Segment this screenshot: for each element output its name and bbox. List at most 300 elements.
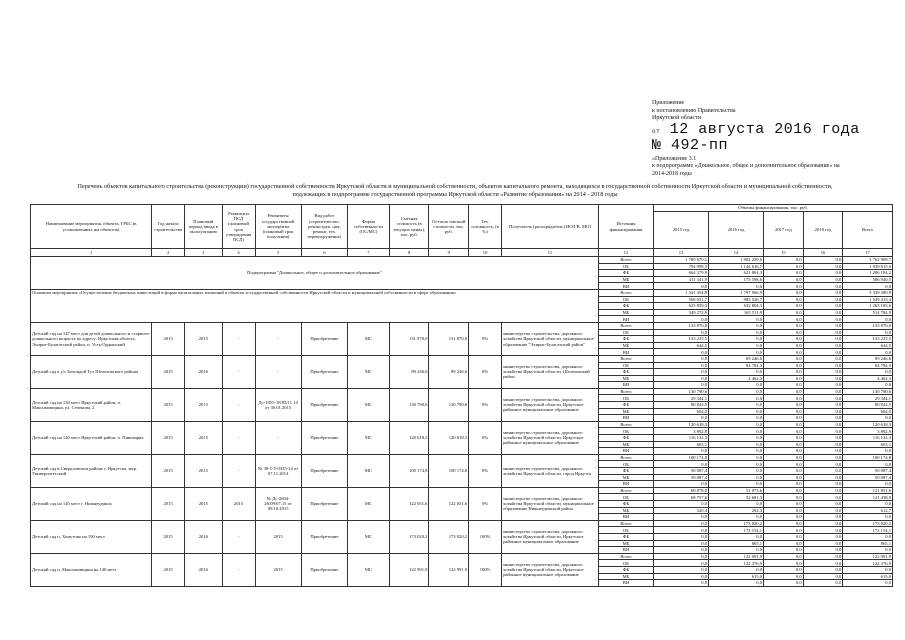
expertise-details: 2015 xyxy=(255,520,301,553)
funding-value: 0,0 xyxy=(764,316,804,323)
start-year: 2013 xyxy=(152,322,185,355)
main-activity-label: Основное мероприятие «Осуществление бюджетных инвестиций в форме капитальных вложений в объекты государственной собственности Иркутской области и муниципальной собственности в сфере образования» xyxy=(31,289,599,322)
estimate-remainder: 131 870,0 xyxy=(429,322,469,355)
col-head-total: Всего xyxy=(843,212,893,249)
funding-value: 0,0 xyxy=(709,435,764,442)
funding-value: 3 762 909,7 xyxy=(843,257,893,264)
column-number: 9 xyxy=(429,249,469,257)
col-head-psd: Реквизиты ПСД (плановый срок утверждения ПСД) xyxy=(222,205,255,249)
estimate-remainder: 173 020,2 xyxy=(429,520,469,553)
recipient: министерство строительства, дорожного хозяйства Иркутской области, город Иркутск xyxy=(502,454,599,487)
funding-value: 120 618,3 xyxy=(653,421,708,428)
funding-value: 1 541 454,8 xyxy=(653,289,708,296)
funding-source: Всего xyxy=(598,487,653,494)
funding-value: 122 991,9 xyxy=(709,553,764,560)
funding-value: 411 341,9 xyxy=(653,276,708,283)
funding-value: 0,0 xyxy=(764,369,804,376)
col-head-cost: Сметная стоимость (в текущих ценах), тыс. руб. xyxy=(389,205,429,249)
funding-value: 0,0 xyxy=(803,369,843,376)
funding-value: 0,0 xyxy=(764,289,804,296)
funding-value: 0,0 xyxy=(803,355,843,362)
table-row xyxy=(31,289,893,296)
funding-source: ВИ xyxy=(598,448,653,455)
funding-value: 865,1 xyxy=(843,540,893,547)
funding-value: 0,0 xyxy=(709,448,764,455)
recipient: министерство строительства, дорожного хозяйства Иркутской области, муниципальное образование Нижнеудинский район xyxy=(502,487,599,520)
funding-value: 0,0 xyxy=(803,316,843,323)
funding-value: 0,0 xyxy=(764,520,804,527)
funding-value: 0,0 xyxy=(764,514,804,521)
header-line-3: Иркутской области xyxy=(652,115,701,121)
start-year: 2015 xyxy=(152,388,185,421)
funding-value: 0,0 xyxy=(803,553,843,560)
funding-value: 0,0 xyxy=(803,289,843,296)
funding-value: 0,0 xyxy=(803,468,843,475)
column-number: 13 xyxy=(653,249,708,257)
funding-value: 0,0 xyxy=(803,283,843,290)
header-line-7: к подпрограмме «Дошкольное, общее и дополнительное образование» на xyxy=(652,163,840,169)
funding-value: 0,0 xyxy=(843,415,893,422)
funding-value: 0,0 xyxy=(843,533,893,540)
recipient: министерство строительства, дорожного хозяйства Иркутской области, муниципальное образование "Эхирит-Булагатский район" xyxy=(502,322,599,355)
end-year: 2016 xyxy=(185,520,222,553)
expertise-details: - xyxy=(255,322,301,355)
funding-value: 568 051,7 xyxy=(653,296,708,303)
funding-value: 0,0 xyxy=(803,481,843,488)
funding-value: 0,0 xyxy=(653,527,708,534)
work-type: Приобретение xyxy=(301,553,347,586)
col-head-ready: Тех. готовность, (в %) xyxy=(469,205,502,249)
start-year: 2015 xyxy=(152,520,185,553)
column-number: 16 xyxy=(803,249,843,257)
estimate-cost: 100 174,8 xyxy=(389,454,429,487)
funding-source: МБ xyxy=(598,309,653,316)
funding-source: Всего xyxy=(598,421,653,428)
funding-value: 84 784,3 xyxy=(709,362,764,369)
funding-value: 0,0 xyxy=(653,500,708,507)
estimate-remainder: 122 051,6 xyxy=(429,487,469,520)
column-number: 11 xyxy=(502,249,599,257)
col-head-start: Год начала строительства xyxy=(152,205,185,249)
estimate-remainder: 130 790,6 xyxy=(429,388,469,421)
funding-value: 68 757,6 xyxy=(653,494,708,501)
funding-value: 794 998,3 xyxy=(653,263,708,270)
funding-value: 0,0 xyxy=(803,336,843,343)
recipient: министерство строительства, дорожного хозяйства Иркутской области, Иркутское районное муниципальное образование xyxy=(502,421,599,454)
psd-date: - xyxy=(222,520,255,553)
object-name: Детский сад в Свердловском районе г. Иркутска, мкр. Университетский xyxy=(31,454,152,487)
funding-value: 0,0 xyxy=(653,329,708,336)
ownership: МС xyxy=(348,421,390,454)
funding-value: 0,0 xyxy=(764,487,804,494)
funding-value: 0,0 xyxy=(843,580,893,587)
expertise-details: № 38-1-5-0335-14 от 07.11.2014 xyxy=(255,454,301,487)
funding-value: 0,0 xyxy=(764,494,804,501)
date-value: 12 августа 2016 года xyxy=(669,120,860,138)
funding-value: 0,0 xyxy=(653,382,708,389)
funding-source: ОБ xyxy=(598,560,653,567)
start-year: 2015 xyxy=(152,421,185,454)
funding-value: 0,0 xyxy=(764,349,804,356)
estimate-remainder: 120 618,3 xyxy=(429,421,469,454)
funding-value: 0,0 xyxy=(709,316,764,323)
funding-value: 0,0 xyxy=(709,283,764,290)
end-year: 2015 xyxy=(185,421,222,454)
funding-value: 0,0 xyxy=(764,375,804,382)
psd-date: - xyxy=(222,388,255,421)
funding-source: МБ xyxy=(598,276,653,283)
funding-value: 172 154,1 xyxy=(843,527,893,534)
funding-source: Всего xyxy=(598,553,653,560)
funding-value: 0,0 xyxy=(764,408,804,415)
funding-value: 0,0 xyxy=(653,362,708,369)
funding-source: ФБ xyxy=(598,500,653,507)
funding-value: 122 376,9 xyxy=(709,560,764,567)
readiness: 0% xyxy=(469,322,502,355)
funding-source: ВИ xyxy=(598,283,653,290)
funding-value: 0,0 xyxy=(709,474,764,481)
funding-source: Всего xyxy=(598,289,653,296)
funding-value: 0,0 xyxy=(803,309,843,316)
funding-value: 0,0 xyxy=(764,468,804,475)
funding-value: 0,0 xyxy=(803,435,843,442)
funding-source: МБ xyxy=(598,441,653,448)
funding-value: 0,0 xyxy=(764,421,804,428)
funding-source: ФБ xyxy=(598,369,653,376)
psd-date: - xyxy=(222,454,255,487)
funding-value: 586 940,5 xyxy=(843,276,893,283)
funding-source: МБ xyxy=(598,507,653,514)
column-number: 5 xyxy=(255,249,301,257)
funding-value: 0,0 xyxy=(803,349,843,356)
funding-value: 0,0 xyxy=(653,283,708,290)
expertise-details: № Дс-2604-26/09/07.15 от 09.10.2015 xyxy=(255,487,301,520)
funding-value: 0,0 xyxy=(803,303,843,310)
funding-value: 0,0 xyxy=(803,580,843,587)
col-head-2017: 2017 год xyxy=(764,212,804,249)
funding-value: 100 174,8 xyxy=(843,454,893,461)
funding-value: 122 991,9 xyxy=(843,553,893,560)
funding-value: 0,0 xyxy=(843,481,893,488)
funding-value: 0,0 xyxy=(764,342,804,349)
funding-value: 0,0 xyxy=(653,481,708,488)
funding-value: 0,0 xyxy=(709,580,764,587)
funding-source: ОБ xyxy=(598,263,653,270)
table-row xyxy=(31,421,893,428)
funding-value: 0,0 xyxy=(803,527,843,534)
funding-value: 0,0 xyxy=(764,435,804,442)
funding-value: 0,0 xyxy=(764,540,804,547)
funding-value: 0,0 xyxy=(709,388,764,395)
funding-value: 0,0 xyxy=(843,500,893,507)
object-name: Детский сад на 140 мест Иркутский район, п. Пивоварих xyxy=(31,421,152,454)
funding-value: 604,0 xyxy=(653,408,708,415)
funding-value: 0,0 xyxy=(843,316,893,323)
funding-value: 0,0 xyxy=(803,375,843,382)
start-year: 2015 xyxy=(152,487,185,520)
title-line-2: подлежащих в подпрограмме государственной программы Иркутской области «Развитие образования» на 2014 - 2018 годы xyxy=(292,191,618,198)
work-type: Приобретение xyxy=(301,454,347,487)
end-year: 2015 xyxy=(185,454,222,487)
funding-value: 120 618,3 xyxy=(843,421,893,428)
funding-value: 89 246,6 xyxy=(709,355,764,362)
funding-value: 0,0 xyxy=(803,276,843,283)
funding-source: Всего xyxy=(598,355,653,362)
funding-value: 3 892,9 xyxy=(843,428,893,435)
document-title xyxy=(25,183,885,199)
funding-value: 0,0 xyxy=(653,316,708,323)
work-type: Приобретение xyxy=(301,520,347,553)
funding-value: 0,0 xyxy=(764,474,804,481)
funding-value: 0,0 xyxy=(653,375,708,382)
funding-value: 0,0 xyxy=(764,481,804,488)
funding-source: ФБ xyxy=(598,336,653,343)
ownership: МС xyxy=(348,388,390,421)
funding-source: ФБ xyxy=(598,566,653,573)
psd-date: 2015 xyxy=(222,487,255,520)
funding-source: Всего xyxy=(598,454,653,461)
column-number: 1 xyxy=(31,249,152,257)
funding-value: 4 462,3 xyxy=(843,375,893,382)
recipient: министерство строительства, дорожного хозяйства Иркутской области, Иркутское районное муниципальное образование xyxy=(502,520,599,553)
funding-value: 1 286 184,2 xyxy=(843,270,893,277)
funding-source: ФБ xyxy=(598,435,653,442)
header-line-2: к постановлению Правительства xyxy=(652,107,736,114)
funding-value: 50 087,4 xyxy=(843,468,893,475)
funding-value: 0,0 xyxy=(803,329,843,336)
funding-source: ОБ xyxy=(598,395,653,402)
approval-header xyxy=(652,100,892,178)
funding-value: 0,0 xyxy=(653,566,708,573)
funding-value: 0,0 xyxy=(764,573,804,580)
title-line-1: Перечень объектов капитального строительства (реконструкции) государственной собственности Иркутской области и муниципальной собственности, объектов капитального ремонта, находящихся в государственной собственности Иркутской области и муниципальной собственности, xyxy=(77,183,833,190)
funding-value: 0,0 xyxy=(709,441,764,448)
recipient: министерство строительства, дорожного хозяйства Иркутской области, Иркутское районное муниципальное образование xyxy=(502,553,599,586)
funding-value: 0,0 xyxy=(653,547,708,554)
funding-value: 116 122,3 xyxy=(653,435,708,442)
table-body xyxy=(31,205,893,587)
funding-value: 0,0 xyxy=(764,461,804,468)
col-head-fin-group: Объемы финансирования, тыс. руб. xyxy=(653,205,892,212)
work-type: Приобретение xyxy=(301,322,347,355)
column-number-row xyxy=(31,249,893,257)
col-head-2016: 2016 год xyxy=(709,212,764,249)
funding-source: МБ xyxy=(598,342,653,349)
funding-value: 0,0 xyxy=(709,336,764,343)
funding-source: ВИ xyxy=(598,481,653,488)
estimate-cost: 173 020,2 xyxy=(389,520,429,553)
ownership: МС xyxy=(348,322,390,355)
funding-value: 0,0 xyxy=(843,566,893,573)
estimate-cost: 122 051,6 xyxy=(389,487,429,520)
ownership: МС xyxy=(348,520,390,553)
funding-value: 0,0 xyxy=(803,322,843,329)
funding-source: Всего xyxy=(598,322,653,329)
funding-value: 0,0 xyxy=(803,428,843,435)
expertise-details: - xyxy=(255,421,301,454)
funding-source: ФБ xyxy=(598,270,653,277)
funding-value: 0,0 xyxy=(709,481,764,488)
funding-value: 0,0 xyxy=(803,474,843,481)
funding-value: 0,0 xyxy=(803,395,843,402)
end-year: 2015 xyxy=(185,487,222,520)
funding-value: 84 784,3 xyxy=(843,362,893,369)
funding-source: Всего xyxy=(598,388,653,395)
ownership: МС xyxy=(348,355,390,388)
funding-value: 0,0 xyxy=(653,461,708,468)
funding-value: 0,0 xyxy=(709,547,764,554)
expertise-details: Дс-1855-18/05/11.14 от 30.01.2015 xyxy=(255,388,301,421)
number-value: 492-пп xyxy=(671,136,729,154)
funding-value: 0,0 xyxy=(803,573,843,580)
funding-value: 0,0 xyxy=(653,520,708,527)
funding-value: 0,0 xyxy=(653,514,708,521)
funding-value: 0,0 xyxy=(709,468,764,475)
funding-value: 0,0 xyxy=(653,533,708,540)
funding-value: 0,0 xyxy=(803,257,843,264)
funding-value: 80 842,5 xyxy=(653,402,708,409)
funding-value: 0,0 xyxy=(764,402,804,409)
funding-value: 0,0 xyxy=(709,342,764,349)
work-type: Приобретение xyxy=(301,388,347,421)
col-head-source: Источник финансирования xyxy=(598,205,653,249)
funding-value: 1 982 239,6 xyxy=(709,257,764,264)
funding-value: 0,0 xyxy=(709,382,764,389)
object-name: Детский сад в у/с Бохондой Тут Шелеховского района xyxy=(31,355,152,388)
table-row xyxy=(31,454,893,461)
funding-value: 0,0 xyxy=(843,369,893,376)
funding-value: 0,0 xyxy=(653,448,708,455)
funding-value: 1 263 183,6 xyxy=(843,303,893,310)
funding-value: 0,0 xyxy=(764,580,804,587)
table-row xyxy=(31,355,893,362)
funding-source: ФБ xyxy=(598,303,653,310)
funding-value: 69 878,0 xyxy=(653,487,708,494)
funding-value: 604,0 xyxy=(843,408,893,415)
funding-value: 3 892,9 xyxy=(653,428,708,435)
funding-value: 0,0 xyxy=(709,395,764,402)
funding-value: 0,0 xyxy=(709,566,764,573)
funding-value: 0,0 xyxy=(709,461,764,468)
funding-value: 0,0 xyxy=(764,309,804,316)
funding-value: 122 376,9 xyxy=(843,560,893,567)
funding-value: 615,0 xyxy=(843,573,893,580)
funding-value: 0,0 xyxy=(709,349,764,356)
funding-value: 0,0 xyxy=(764,560,804,567)
funding-value: 121 851,6 xyxy=(843,487,893,494)
column-number: 3 xyxy=(185,249,222,257)
funding-value: 0,0 xyxy=(764,388,804,395)
funding-source: ВИ xyxy=(598,547,653,554)
funding-source: ВИ xyxy=(598,316,653,323)
table-row xyxy=(31,257,893,264)
funding-value: 292,3 xyxy=(709,507,764,514)
funding-value: 51 973,6 xyxy=(709,487,764,494)
funding-source: ВИ xyxy=(598,514,653,521)
funding-value: 985 526,7 xyxy=(709,296,764,303)
funding-value: 0,0 xyxy=(764,355,804,362)
col-head-recipient: Получатель (распорядитель) НО/ГВ, МО) xyxy=(502,205,599,249)
funding-value: 0,0 xyxy=(803,408,843,415)
funding-value: 0,0 xyxy=(653,560,708,567)
funding-value: 0,0 xyxy=(803,441,843,448)
column-number: 8 xyxy=(389,249,429,257)
funding-value: 0,0 xyxy=(764,448,804,455)
col-head-own: Форма собственности (ОС/МС) xyxy=(348,205,390,249)
funding-value: 0,0 xyxy=(843,547,893,554)
funding-source: ОБ xyxy=(598,296,653,303)
col-head-work: Вид работ (строительство, реконструк. ция, ремонт, тех. перевооружение) xyxy=(301,205,347,249)
psd-date: - xyxy=(222,421,255,454)
funding-value: 1 939 615,0 xyxy=(843,263,893,270)
object-name: Детский сад п. Хомутово на 190 мест xyxy=(31,520,152,553)
column-number: 12 xyxy=(598,249,653,257)
funding-value: 1 797 966,9 xyxy=(709,289,764,296)
readiness: 0% xyxy=(469,454,502,487)
funding-value: 0,0 xyxy=(709,329,764,336)
col-head-rest: Остаток сметной стоимости, тыс. руб. xyxy=(429,205,469,249)
funding-source: ВИ xyxy=(598,415,653,422)
work-type: Приобретение xyxy=(301,421,347,454)
funding-value: 0,0 xyxy=(764,329,804,336)
funding-value: 865,1 xyxy=(709,540,764,547)
funding-value: 0,0 xyxy=(803,388,843,395)
funding-source: МБ xyxy=(598,375,653,382)
funding-value: 130 790,6 xyxy=(653,388,708,395)
funding-source: ОБ xyxy=(598,494,653,501)
funding-value: 0,0 xyxy=(764,276,804,283)
start-year: 2015 xyxy=(152,355,185,388)
funding-source: ОБ xyxy=(598,461,653,468)
funding-value: 1 780 670,1 xyxy=(653,257,708,264)
funding-value: 175 598,6 xyxy=(709,276,764,283)
start-year: 2015 xyxy=(152,553,185,586)
funding-source: МБ xyxy=(598,408,653,415)
funding-value: 0,0 xyxy=(709,415,764,422)
funding-value: 0,0 xyxy=(709,514,764,521)
date-prefix: от xyxy=(652,127,661,135)
funding-value: 644,5 xyxy=(843,342,893,349)
funding-value: 0,0 xyxy=(764,566,804,573)
funding-value: 0,0 xyxy=(803,547,843,554)
funding-value: 52 681,3 xyxy=(709,494,764,501)
end-year: 2015 xyxy=(185,322,222,355)
funding-value: 0,0 xyxy=(653,580,708,587)
funding-value: 0,0 xyxy=(803,296,843,303)
readiness: 0% xyxy=(469,388,502,421)
funding-value: 0,0 xyxy=(803,494,843,501)
funding-source: Всего xyxy=(598,257,653,264)
funding-value: 0,0 xyxy=(709,408,764,415)
funding-value: 603,1 xyxy=(653,441,708,448)
objects-table xyxy=(30,204,893,587)
funding-source: ВИ xyxy=(598,349,653,356)
funding-value: 29 344,1 xyxy=(843,395,893,402)
table-row xyxy=(31,487,893,494)
funding-value: 0,0 xyxy=(653,355,708,362)
funding-value: 0,0 xyxy=(709,500,764,507)
funding-source: ФБ xyxy=(598,533,653,540)
funding-value: 130 790,6 xyxy=(843,388,893,395)
funding-value: 0,0 xyxy=(803,448,843,455)
funding-source: Всего xyxy=(598,520,653,527)
funding-value: 50 087,4 xyxy=(653,474,708,481)
funding-value: 0,0 xyxy=(764,527,804,534)
funding-value: 133 870,0 xyxy=(843,322,893,329)
funding-value: 0,0 xyxy=(653,573,708,580)
funding-value: 0,0 xyxy=(803,382,843,389)
funding-value: 632 804,3 xyxy=(709,303,764,310)
